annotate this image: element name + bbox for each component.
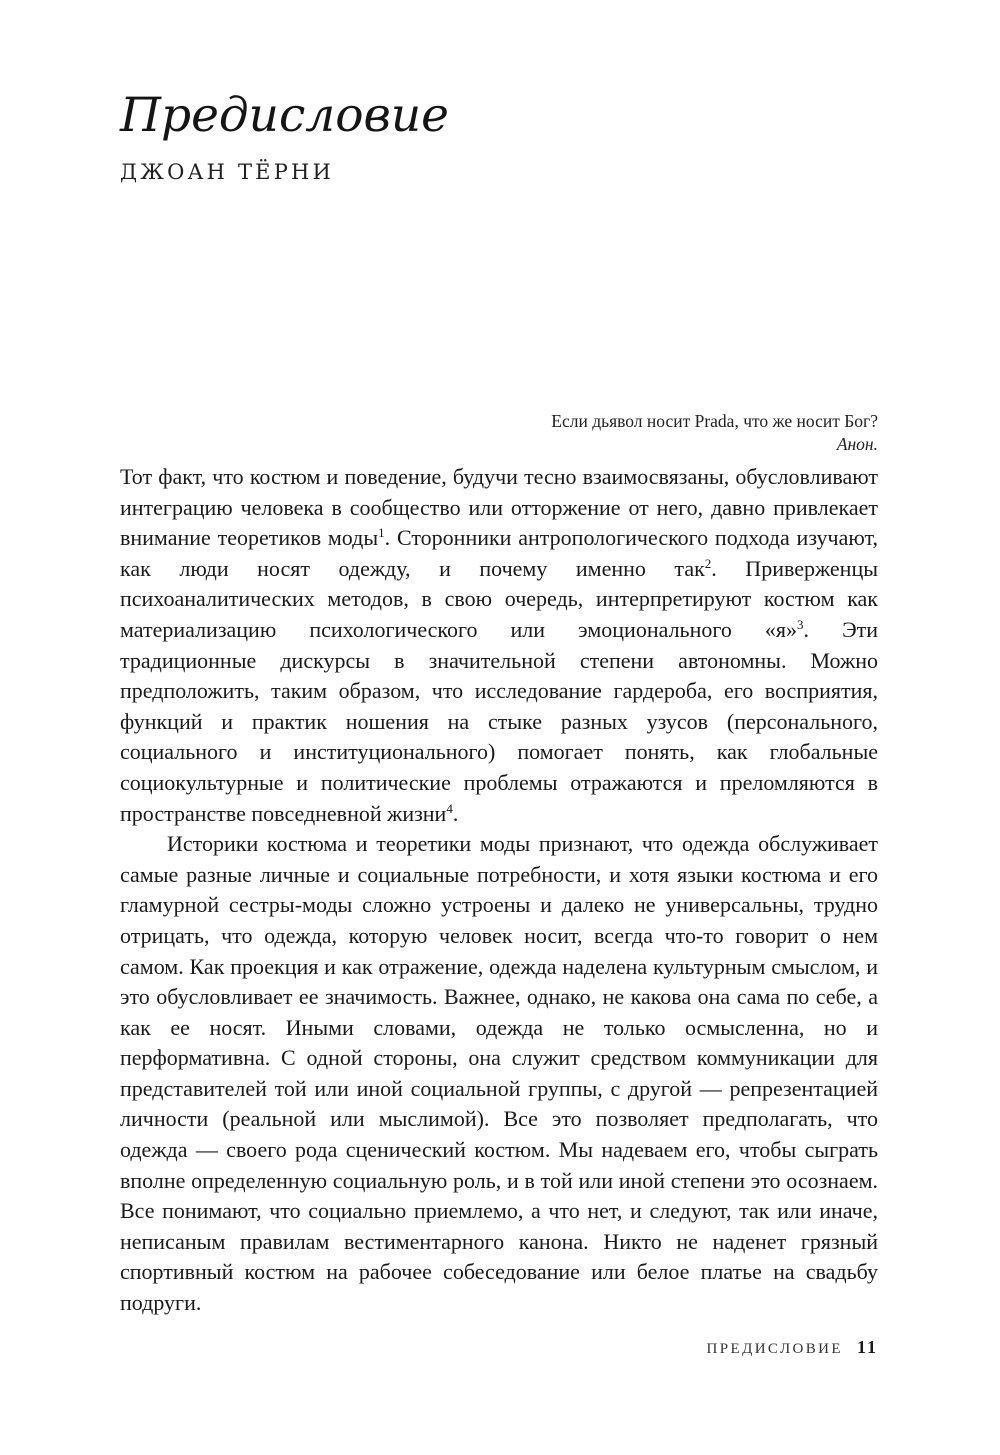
- epigraph: [278, 410, 878, 456]
- footnote-ref-2: 2: [704, 555, 712, 571]
- chapter-author: ДЖОАН ТЁРНИ: [120, 160, 335, 184]
- epigraph-source: Анон.: [836, 434, 878, 454]
- paragraph-1-text-5: .: [452, 800, 459, 826]
- footnote-ref-4: 4: [446, 800, 453, 816]
- page-footer: [707, 1337, 878, 1358]
- footnote-ref-3: 3: [797, 616, 804, 632]
- running-head: ПРЕДИСЛОВИЕ: [706, 1341, 843, 1357]
- footnote-ref-1: 1: [378, 525, 385, 541]
- chapter-title: Предисловие: [120, 88, 449, 143]
- page-number: 11: [856, 1337, 878, 1357]
- paragraph-1-text-2: . Сторонники антропологического подхода изучают, как люди носят одежду, и почему именно так: [120, 525, 878, 581]
- paragraph-1-text-3: . Приверженцы психоаналитических методов, в свою очередь, интерпретируют костюм как материализацию психологического или эмоционального «я»: [120, 555, 878, 642]
- paragraph-1-text-1: Тот факт, что костюм и поведение, будучи тесно взаимосвязаны, обусловливают интеграцию человека в сообщество или отторжение от него, давно привлекает внимание теоретиков моды: [120, 464, 878, 551]
- paragraph-1: [120, 462, 878, 829]
- epigraph-quote: Если дьявол носит Prada, что же носит Бог?: [551, 411, 878, 431]
- paragraph-2: Историки костюма и теоретики моды признают, что одежда обслуживает самые разные личные и социальные потребности, и хотя языки костюма и его гламурной сестры-моды сложно устроены и далеко не универсальны, трудно отрицать, что одежда, которую человек носит, всегда что-то говорит о нем самом. Как проекция и как отражение, одежда наделена культурным смыслом, и это обусловливает ее значимость. Важнее, однако, не какова она сама по себе, а как ее носят. Иными словами, одежда не только осмысленна, но и перформативна. С одной стороны, она служит средством коммуникации для представителей той или иной социальной группы, с другой — репрезентацией личности (реальной или мыслимой). Все это позволяет предполагать, что одежда — своего рода сценический костюм. Мы надеваем его, чтобы сыграть вполне определенную социальную роль, и в той или иной степени это осознаем. Все понимают, что социально приемлемо, а что нет, и следуют, так или иначе, неписаным правилам вестиментарного канона. Никто не наденет грязный спортивный костюм на рабочее собеседование или белое платье на свадьбу подруги.: [120, 831, 878, 1316]
- paragraph-1-text-4: . Эти традиционные дискурсы в значительной степени автономны. Можно предположить, таким образом, что исследование гардероба, его восприятия, функций и практик ношения на стыке разных узусов (персонального, социального и институционального) помогает понять, как глобальные социокультурные и политические проблемы отражаются и преломляются в пространстве повседневной жизни: [120, 616, 878, 826]
- body-text: [120, 462, 878, 1319]
